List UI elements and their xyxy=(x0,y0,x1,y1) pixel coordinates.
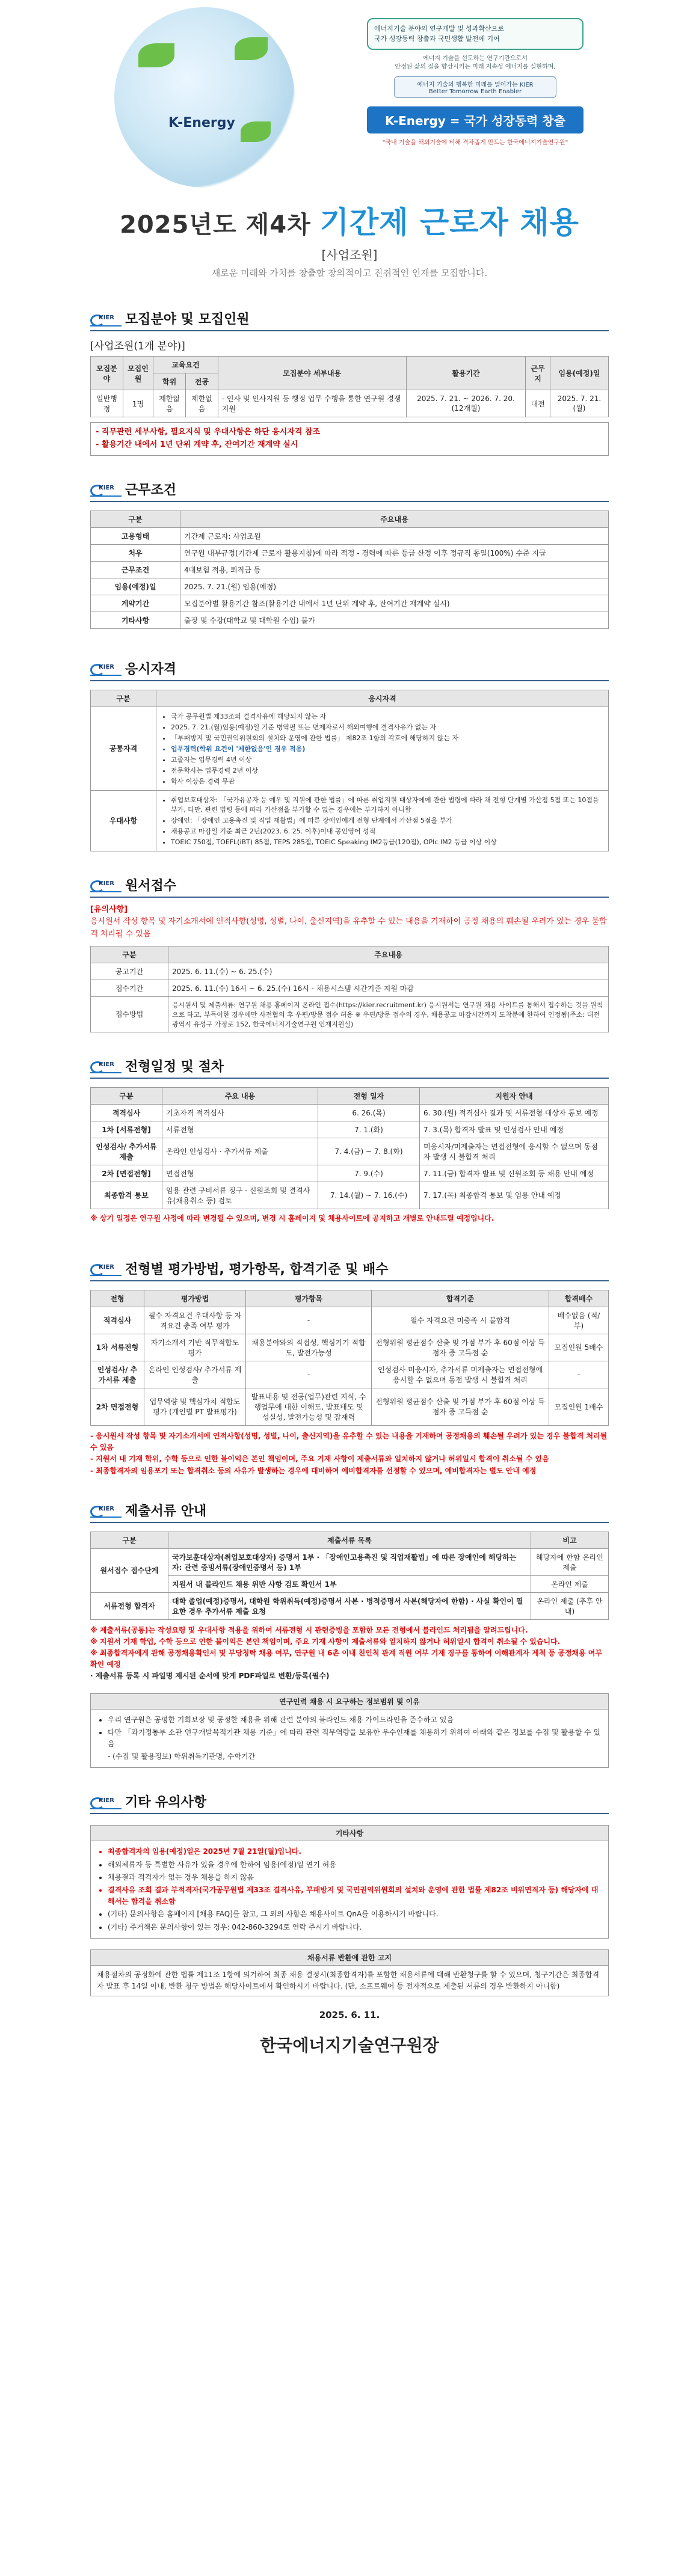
list-item: • TOEIC 750점, TOEFL(iBT) 85점, TEPS 285점, TOEIC Speaking IM2등급(120점), OPIc IM2 등급 이상 이상 xyxy=(171,837,605,847)
leaf-icon xyxy=(241,121,271,142)
table-cell: 기초자격 적격심사 xyxy=(162,1104,318,1121)
documents-table xyxy=(90,1532,609,1620)
table-cell: 일반행정 xyxy=(91,390,123,417)
row-label: 처우 xyxy=(91,544,180,561)
row-label: 공통자격 xyxy=(91,707,156,790)
table-cell: 7. 11.(금) 합격자 발표 및 신원조회 등 채용 안내 예정 xyxy=(420,1165,609,1182)
kier-logo-icon: KIER xyxy=(90,480,122,498)
table-cell: 필수 자격요건 미충족 시 불합격 xyxy=(372,1307,549,1334)
list-item: • 2025. 7. 21.(월)임용(예정)일 기준 병역필 또는 면제자로서 해외여행에 결격사유가 없는 자 xyxy=(171,722,605,732)
notice-date: 2025. 6. 11. xyxy=(319,2010,380,2021)
table-header: 구분 xyxy=(91,690,156,707)
row-value: 출장 및 수강(대학교 및 대학원 수업) 불가 xyxy=(180,612,609,628)
table-cell: 7. 14.(월) ~ 7. 16.(수) xyxy=(318,1182,420,1209)
table-cell: 모집인원 5배수 xyxy=(549,1334,609,1361)
list-item: • 결격사유 조회 결과 부적격자(국가공무원법 제33조 결격사유, 부패방지 및 국민권익위원회의 설치와 운영에 관한 법률 제82조 비위면직자 등) 해당자에 대해서는 합격을 취소함 xyxy=(108,1884,602,1907)
table-cell: 업무역량 및 핵심가치 적합도 평가 (개인별 PT 발표평가) xyxy=(144,1388,246,1425)
issuer-signature: 한국에너지기술연구원장 xyxy=(260,2035,439,2056)
table-cell: 1차 서류전형 xyxy=(91,1334,144,1361)
table-cell: - 인사 및 인사지원 등 행정 업무 수행을 통한 연구원 경쟁 지원 xyxy=(218,390,406,417)
promo-vision xyxy=(367,55,584,72)
kier-logo-icon: KIER xyxy=(90,1259,122,1277)
note-line: - 활용기간 내에서 1년 단위 계약 후, 잔여기간 재계약 실시 xyxy=(96,440,298,449)
table-cell: 최종합격 통보 xyxy=(91,1182,162,1209)
note-line: - 지원서 내 기재 학위, 수학 등으로 인한 불이익은 본인 책임이며, 주요 기재 사항이 제출서류와 일치하지 않거나 허위일시 합격이 취소될 수 있음 xyxy=(90,1455,549,1464)
note-line: ※ 최종합격자에게 관해 공정채용확인서 및 부당청탁 채용 여부, 연구원 내 6촌 이내 친인척 관계 직원 여부 기재 징구를 통하여 이해관계자 제척 등 공정채용 여부 확인 예정 xyxy=(90,1649,602,1669)
table-header: 모집인원 xyxy=(123,357,153,390)
row-value: 연구원 내부규정(기간제 근로자 활용지침)에 따라 적정 - 경력에 따른 등급 산정 이후 정규직 동일(100%) 수준 지급 xyxy=(180,544,609,561)
list-item: • 채용결과 적격자가 없는 경우 채용을 하지 않음 xyxy=(108,1872,602,1883)
section-divider xyxy=(90,1813,609,1814)
row-value: 응시원서 및 제출서류: 연구원 채용 홈페이지 온라인 접수(https://kier.recruitment.kr) 응시원서는 연구원 채용 사이트를 통해서 접수하는 것을 원칙으로 하고, 부득이한 경우에만 사전협의 후 우편/방문 접수 허용 ※ 우편/방문 접수의 경우, 채용공고 마감시간까지 도착분에 한하여 인정됨(주소: 대전광역시 유성구 가정로 152, 한국에너지기술연구원 인재지원실) xyxy=(168,996,609,1032)
table-header: 주요내용 xyxy=(180,511,609,527)
table-row xyxy=(91,561,609,578)
note-line: - 응시원서 작성 항목 및 자기소개서에 인적사항(성명, 성별, 나이, 출신지역)을 유추할 수 있는 내용을 기재하여 공정채용의 훼손될 우려가 있는 경우 불합격 처리될 수 있음 xyxy=(90,1431,608,1452)
table-cell: 1차 [서류전형] xyxy=(91,1121,162,1138)
table-cell: 지원서 내 블라인드 채용 위반 사항 검토 확인서 1부 xyxy=(168,1575,531,1592)
table-cell: 해당자에 한함 온라인 제출 xyxy=(531,1548,609,1575)
section-header xyxy=(90,659,609,678)
row-label: 계약기간 xyxy=(91,595,180,612)
preferential-qualifications xyxy=(156,790,609,851)
promo-line: 에너지기술 분야의 연구개발 및 성과확산으로 xyxy=(374,25,504,32)
table-row xyxy=(91,578,609,595)
kier-logo-icon: KIER xyxy=(90,659,122,677)
list-item: • 장애인: 「장애인 고용촉진 및 직업 재활법」에 따른 장애인에게 전형 단계에서 가산점 5점을 부가 xyxy=(171,815,605,825)
table-cell: 서류전형 합격자 xyxy=(91,1592,168,1619)
table-row xyxy=(91,1548,609,1575)
table-cell: 적격심사 xyxy=(91,1307,144,1334)
row-label: 접수기간 xyxy=(91,980,168,996)
section-title: 제출서류 안내 xyxy=(125,1503,207,1519)
kier-logo-icon: KIER xyxy=(90,1056,122,1075)
info-box-title: 연구인력 채용 시 요구하는 정보범위 및 이유 xyxy=(90,1693,609,1710)
info-box-body xyxy=(90,1710,609,1768)
row-label: 공고기간 xyxy=(91,963,168,980)
table-cell: 온라인 인성검사 · 추가서류 제출 xyxy=(162,1138,318,1165)
table-row xyxy=(91,1138,609,1165)
table-cell: 면접전형 xyxy=(162,1165,318,1182)
row-value: 모집분야별 활용기간 참조(활용기간 내에서 1년 단위 계약 후, 잔여기간 재계약 실시) xyxy=(180,595,609,612)
table-cell: - xyxy=(246,1361,372,1388)
table-row xyxy=(91,390,609,417)
table-header: 합격배수 xyxy=(549,1290,609,1307)
page-title-block xyxy=(0,198,699,279)
table-cell: 2025. 7. 21.(월) xyxy=(550,390,608,417)
section-title: 전형별 평가방법, 평가항목, 합격기준 및 배수 xyxy=(125,1262,389,1277)
table-row xyxy=(91,1592,609,1619)
table-row xyxy=(91,1165,609,1182)
list-item: • 취업보호대상자: 「국가유공자 등 예우 및 지원에 관한 법률」에 따른 취업지원 대상자에에 관한 법령에 따라 채 전형 단계별 가산점 5점 또는 10점을 부가, 다만, 관련 법령 등에 따라 가산점을 부가할 수 없는 경우에는 부가하지 아니함 xyxy=(171,795,605,814)
globe-illustration xyxy=(114,7,295,188)
table-header: 주요내용 xyxy=(168,946,609,963)
other-box-title: 기타사항 xyxy=(90,1825,609,1841)
table-header: 활용기간 xyxy=(406,357,525,390)
kier-logo-icon: KIER xyxy=(90,876,122,894)
recruit-table xyxy=(90,356,609,417)
promo-box-title: 에너지 기술의 행복한 미래를 열어가는 KIER xyxy=(417,82,534,88)
evaluation-notes xyxy=(90,1431,609,1477)
table-cell: 인성검사/ 추가서류 제출 xyxy=(91,1361,144,1388)
schedule-note: ※ 상기 일정은 연구원 사정에 따라 변경될 수 있으며, 변경 시 홈페이지 및 채용사이트에 공지하고 개별로 안내드릴 예정입니다. xyxy=(90,1213,494,1222)
note-line: · 제출서류 등록 시 파일명 제시된 순서에 맞게 PDF파일로 변환/등록(필수) xyxy=(90,1672,330,1681)
table-cell: 제한없음 xyxy=(185,390,218,417)
section-divider xyxy=(90,330,609,331)
row-label: 근무조건 xyxy=(91,561,180,578)
table-header: 평가항목 xyxy=(246,1290,372,1307)
table-cell: 대전 xyxy=(526,390,550,417)
promo-mission xyxy=(367,18,584,50)
table-cell: 전형위원 평균점수 산출 및 가점 부가 후 60점 이상 득점자 중 고득점 순 xyxy=(372,1388,549,1425)
table-cell: 배수없음 (적/부) xyxy=(549,1307,609,1334)
caution-text: 응시원서 작성 항목 및 자기소개서에 인적사항(성명, 성별, 나이, 출신지역)을 유추할 수 있는 내용을 기재하여 공정 채용의 훼손될 우려가 있는 경우 불합격 처리될 수 있음 xyxy=(90,917,607,939)
list-item: • 최종합격자의 임용(예정)일은 2025년 7월 21일(월)입니다. xyxy=(108,1846,602,1857)
return-box-body: 채용절차의 공정화에 관한 법률 제11조 1항에 의거하여 최종 채용 결정시(최종합격자)를 포함한 채용서류에 대해 반환청구를 할 수 있으며, 청구기간은 최종합격자 발표 후 14일 이내, 반환 청구 방법은 해당사이트에서 확인하시기 바랍니다. (단, 소프트웨어 등 전자적으로 제출된 서류의 경우 반환하지 아니함) xyxy=(90,1966,609,1996)
work-conditions-table xyxy=(90,511,609,629)
kier-logo-icon: KIER xyxy=(90,1501,122,1519)
table-row xyxy=(91,1121,609,1138)
table-cell: 국가보훈대상자(취업보호대상자) 증명서 1부 · 「장애인고용촉진 및 직업재활법」에 따른 장애인에 해당하는 자: 관련 증빙서류(장애인증명서 등) 1부 xyxy=(168,1548,531,1575)
table-cell: 서류전형 xyxy=(162,1121,318,1138)
table-row xyxy=(91,1575,609,1592)
table-cell: 제한없음 xyxy=(153,390,186,417)
section-title: 기타 유의사항 xyxy=(125,1795,207,1811)
table-cell: 임용 관련 구비서류 징구 · 신원조회 및 결격사유(채용취소 등) 검토 xyxy=(162,1182,318,1209)
table-header: 응시자격 xyxy=(156,690,609,707)
list-item: • 다만 「과기정통부 소관 연구개발목적기관 채용 기준」에 따라 관련 직무역량을 보유한 우수인재를 채용하기 위하여 아래와 같은 정보를 수집 및 활용할 수 있음 xyxy=(108,1727,602,1750)
table-row xyxy=(91,1307,609,1334)
section-title: 근무조건 xyxy=(125,482,177,498)
other-box-body xyxy=(90,1841,609,1938)
table-cell: 6. 30.(월) 적격심사 결과 및 서류전형 대상자 통보 예정 xyxy=(420,1104,609,1121)
documents-notes xyxy=(90,1625,609,1682)
table-cell: 온라인 인성검사/ 추가서류 제출 xyxy=(144,1361,246,1388)
schedule-table xyxy=(90,1087,609,1209)
table-cell: 필수 자격요건 우대사항 등 자격요건 충족 여부 평가 xyxy=(144,1307,246,1334)
promo-box xyxy=(394,76,556,98)
section-title: 원서접수 xyxy=(125,878,177,894)
table-row xyxy=(91,1182,609,1209)
note-line: - 최종합격자의 임용포기 또는 합격취소 등의 사유가 발생하는 경우에 대비하여 예비합격자를 선정할 수 있으며, 예비합격자는 별도 안내 예정 xyxy=(90,1466,537,1475)
table-header: 전형 xyxy=(91,1290,144,1307)
table-row xyxy=(91,612,609,628)
table-cell: 온라인 제출 (추후 안내) xyxy=(531,1592,609,1619)
recruit-subheading: [사업조원(1개 분야)] xyxy=(90,340,185,352)
list-item: • 「부패방지 및 국민권익위원회의 설치와 운영에 관한 법률」 제82조 1항의 각호에 해당하지 않는 자 xyxy=(171,733,605,743)
table-cell: 2025. 7. 21. ~ 2026. 7. 20. (12개월) xyxy=(406,390,525,417)
list-item: - (수집 및 활용정보) 학위취득기관명, 수학기간 xyxy=(108,1752,256,1761)
table-cell: 2차 면접전형 xyxy=(91,1388,144,1425)
row-value: 2025. 7. 21.(월) 임용(예정) xyxy=(180,578,609,595)
evaluation-table xyxy=(90,1290,609,1426)
list-item: • (기타) 문의사항은 홈페이지 [채용 FAQ]를 참고, 그 외의 사항은 채용사이트 QnA를 이용하시기 바랍니다. xyxy=(108,1909,602,1920)
section-header xyxy=(90,480,609,498)
k-energy-banner-sub: "국내 기술을 해외기술에 비해 격차좁게 만드는 한국에너지기술연구원" xyxy=(382,140,568,146)
table-cell: 대학 졸업(예정)증명서, 대학원 학위취득(예정)증명서 사본 · 병적증명서 사본(해당자에 한함) · 사실 확인이 필요한 경우 추가서류 제출 요청 xyxy=(168,1592,531,1619)
k-energy-banner: K-Energy = 국가 성장동력 창출 xyxy=(367,106,584,133)
title-accent: 기간제 근로자 채용 xyxy=(319,205,579,240)
row-value: 4대보험 적용, 퇴직금 등 xyxy=(180,561,609,578)
table-cell: 원서접수 접수단계 xyxy=(91,1548,168,1592)
kier-logo-icon: KIER xyxy=(90,1792,122,1811)
row-label: 임용(예정)일 xyxy=(91,578,180,595)
row-value: 2025. 6. 11.(수) 16시 ~ 6. 25.(수) 16시 - 채용시스템 시간기준 지원 마감 xyxy=(168,980,609,996)
table-cell: 온라인 제출 xyxy=(531,1575,609,1592)
table-header: 전형 일자 xyxy=(318,1087,420,1104)
row-value: 기간제 근로자: 사업조원 xyxy=(180,527,609,544)
list-item: • 우리 연구원은 공평한 기회보장 및 공정한 채용을 위해 관련 분야의 블라인드 채용 가이드라인을 준수하고 있음 xyxy=(108,1714,602,1726)
section-title: 응시자격 xyxy=(125,661,177,677)
leaf-icon xyxy=(138,43,174,67)
promo-small-line: 안정된 삶의 질을 향상시키는 미래 지속성 에너지를 실현하며, xyxy=(395,64,556,70)
promo-panel xyxy=(367,18,584,168)
table-header: 구분 xyxy=(91,946,168,963)
table-row xyxy=(91,1361,609,1388)
list-item: • 국가 공무원법 제33조의 결격사유에 해당되지 않는 자 xyxy=(171,711,605,721)
table-header: 제출서류 목록 xyxy=(168,1532,531,1548)
table-cell: 7. 3.(목) 합격자 발표 및 인성검사 안내 예정 xyxy=(420,1121,609,1138)
apply-table xyxy=(90,946,609,1032)
table-cell: 6. 26.(목) xyxy=(318,1104,420,1121)
caution-title: [유의사항] xyxy=(90,904,128,914)
list-item: • 채용공고 마감일 기준 최근 2년(2023. 6. 25. 이후)이내 공인영어 성적 xyxy=(171,826,605,836)
apply-caution xyxy=(90,904,609,941)
table-header: 모집분야 세부내용 xyxy=(218,357,406,390)
note-line: - 직무관련 세부사항, 필요지식 및 우대사항은 하단 응시자격 참조 xyxy=(96,428,321,437)
row-label: 고용형태 xyxy=(91,527,180,544)
table-cell: 발표내용 및 전공(업무)관련 지식, 수행업무에 대한 이해도, 발표태도 및 성실성, 발전가능성 및 잠재력 xyxy=(246,1388,372,1425)
table-row xyxy=(91,790,609,851)
table-header: 학위 xyxy=(153,373,186,390)
table-cell: 자기소개서 기반 직무적합도 평가 xyxy=(144,1334,246,1361)
table-header: 구분 xyxy=(91,511,180,527)
table-row xyxy=(91,544,609,561)
table-cell: 미응시자/미제출자는 면접전형에 응시할 수 없으며 동점자 발생 시 불합격 처리 xyxy=(420,1138,609,1165)
table-header: 합격기준 xyxy=(372,1290,549,1307)
section-divider xyxy=(90,897,609,898)
table-cell: 7. 4.(금) ~ 7. 8.(화) xyxy=(318,1138,420,1165)
section-header xyxy=(90,1501,609,1520)
table-cell: 인성검사 미응시자, 추가서류 미제출자는 면접전형에 응시할 수 없으며 동점 발생 시 불합격 처리 xyxy=(372,1361,549,1388)
list-item: • 전문학사는 업무경력 2년 이상 xyxy=(171,765,605,775)
return-box-title: 채용서류 반환에 관한 고지 xyxy=(90,1949,609,1966)
table-header: 구분 xyxy=(91,1532,168,1548)
table-row xyxy=(91,1334,609,1361)
table-header: 임용(예정)일 xyxy=(550,357,608,390)
k-energy-logo: K-Energy xyxy=(168,115,235,130)
table-header: 교육요건 xyxy=(153,357,218,373)
section-header xyxy=(90,1259,609,1278)
table-header: 모집분야 xyxy=(91,357,123,390)
leaf-icon xyxy=(235,37,268,60)
list-item: • 업무경력(학위 요건이 '제한없음'인 경우 적용) xyxy=(171,744,605,753)
table-header: 근무지 xyxy=(526,357,550,390)
table-cell: 채용분야와의 직접성, 핵심기기 적합도, 발전가능성 xyxy=(246,1334,372,1361)
table-header: 주요 내용 xyxy=(162,1087,318,1104)
list-item: • (기타) 주거책은 문의사항이 있는 경우: 042-860-3294로 연락 주시기 바랍니다. xyxy=(108,1922,602,1933)
table-cell: 7. 17.(목) 최종합격 통보 및 임용 안내 예정 xyxy=(420,1182,609,1209)
table-cell: 7. 1.(화) xyxy=(318,1121,420,1138)
promo-line: 국가 성장동력 창출과 국민생활 발전에 기여 xyxy=(374,34,500,43)
table-cell: - xyxy=(246,1307,372,1334)
table-row xyxy=(91,996,609,1032)
table-cell: 모집인원 1배수 xyxy=(549,1388,609,1425)
section-header xyxy=(90,876,609,894)
page-title xyxy=(0,198,699,242)
page-intro: 새로운 미래와 가치를 창출할 창의적이고 진취적인 인재를 모집합니다. xyxy=(211,268,488,278)
section-header xyxy=(90,1056,609,1075)
section-header xyxy=(90,1792,609,1811)
section-title: 모집분야 및 모집인원 xyxy=(125,312,250,327)
table-header: 지원자 안내 xyxy=(420,1087,609,1104)
hero-banner xyxy=(0,0,699,198)
table-row xyxy=(91,1388,609,1425)
table-header: 비고 xyxy=(531,1532,609,1548)
row-label: 접수방법 xyxy=(91,996,168,1032)
table-header: 평가방법 xyxy=(144,1290,246,1307)
note-line: ※ 제출서류(공통)는 작성요령 및 우대사항 적용을 위하여 서류전형 시 관련증빙을 포함한 모든 전형에서 블라인드 처리됨을 알려드립니다. xyxy=(90,1625,528,1634)
table-cell: 7. 9.(수) xyxy=(318,1165,420,1182)
page-subtitle: [사업조원] xyxy=(321,248,378,262)
row-label: 기타사항 xyxy=(91,612,180,628)
list-item: • 학사 이상은 경력 무관 xyxy=(171,776,605,786)
table-cell: 전형위원 평균점수 산출 및 가점 부가 후 60점 이상 득점자 중 고득점 순 xyxy=(372,1334,549,1361)
list-item: • 해외체류자 등 특별한 사유가 있을 경우에 한하여 임용(예정)일 연기 허용 xyxy=(108,1859,602,1871)
table-cell: 1명 xyxy=(123,390,153,417)
table-row xyxy=(91,963,609,980)
title-prefix: 2025년도 제4차 xyxy=(120,211,320,239)
note-line: ※ 지원서 기재 학업, 수학 등으로 인한 불이익은 본인 책임이며, 주요 기재 사항이 제출서류와 일치하지 않거나 허위일시 합격이 취소될 수 있습니다. xyxy=(90,1637,561,1646)
row-label: 우대사항 xyxy=(91,790,156,851)
table-cell: 2차 [면접전형] xyxy=(91,1165,162,1182)
table-row xyxy=(91,595,609,612)
table-header: 전공 xyxy=(185,373,218,390)
section-header xyxy=(90,309,609,328)
table-row xyxy=(91,707,609,790)
table-row xyxy=(91,1104,609,1121)
table-cell: - xyxy=(549,1361,609,1388)
promo-box-sub: Better Tomorrow Earth Enabler xyxy=(428,88,522,95)
recruit-notes xyxy=(90,422,609,456)
table-row xyxy=(91,527,609,544)
common-qualifications xyxy=(156,707,609,790)
list-item: • 고졸자는 업무경력 4년 이상 xyxy=(171,755,605,764)
table-cell: 적격심사 xyxy=(91,1104,162,1121)
table-header: 구분 xyxy=(91,1087,162,1104)
qualification-table xyxy=(90,690,609,851)
table-cell: 인성검사/ 추가서류 제출 xyxy=(91,1138,162,1165)
section-title: 전형일정 및 절차 xyxy=(125,1059,224,1075)
row-value: 2025. 6. 11.(수) ~ 6. 25.(수) xyxy=(168,963,609,980)
promo-small-line: 에너지 기술을 선도하는 연구기관으로서 xyxy=(423,55,528,62)
kier-logo-icon: KIER xyxy=(90,310,122,328)
table-row xyxy=(91,980,609,996)
